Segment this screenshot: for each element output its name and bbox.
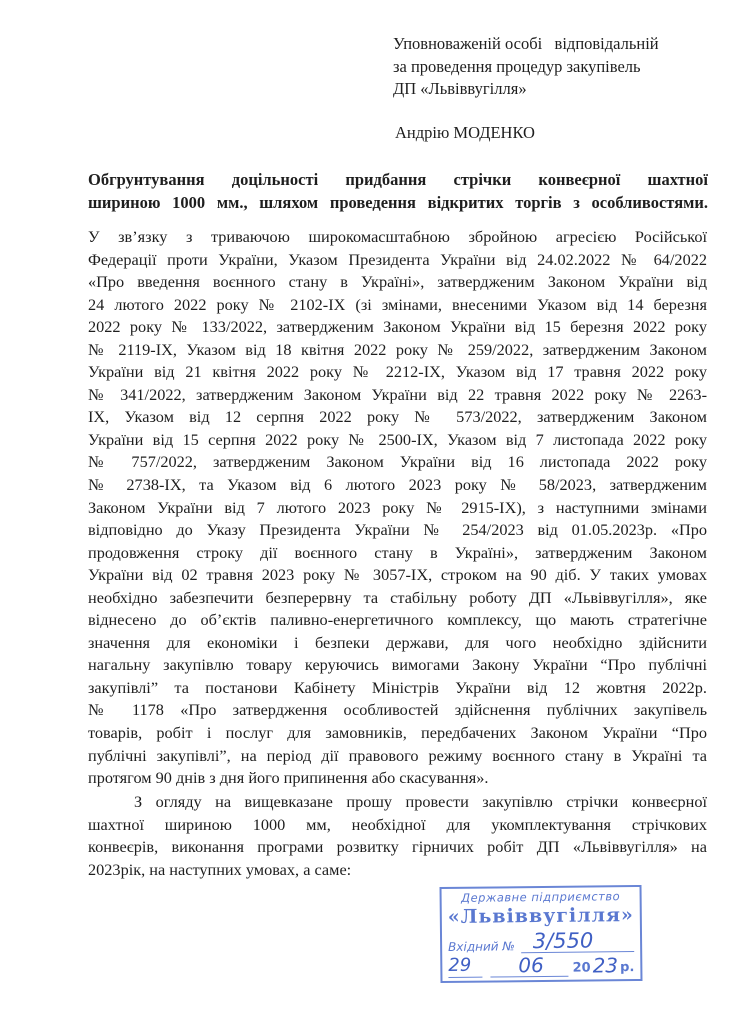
title-line: шириною 1000 мм., шляхом проведення відкритих торгів з особливостями. (88, 193, 708, 212)
document-title (88, 168, 708, 214)
text-line: 2023рік, на наступних умовах, а саме: (88, 859, 352, 879)
stamp-org-name: «Львіввугілля» (447, 904, 634, 928)
text-line: Федерації проти України, Указом Президента України від 24.02.2022 № 64/2022 (88, 249, 707, 269)
paragraph-1 (88, 226, 707, 790)
text-line: конвеєрів, виконання програми розвитку гірничих робіт ДП «Львіввугілля» на (88, 837, 707, 857)
stamp-date-line (490, 954, 568, 978)
addressee-block (393, 33, 659, 144)
addressee-line: ДП «Львіввугілля» (393, 79, 527, 98)
text-line: товарів, робіт і послуг для замовників, передбачених Законом України “Про (88, 723, 707, 743)
stamp-year-prefix: 20 (572, 960, 591, 976)
text-line: 24 лютого 2022 року № 2102-IX (зі змінами, внесеними Указом від 14 березня (88, 294, 707, 314)
addressee-line: за проведення процедур закупівель (393, 56, 641, 76)
incoming-stamp (440, 885, 643, 983)
text-line: № 2738-IX, та Указом від 6 лютого 2023 року № 58/2023, затвердженим (88, 475, 707, 495)
title-line: Обгрунтування доцільності придбання стрічки конвеєрної шахтної (88, 170, 708, 189)
addressee-line: Уповноваженій особі відповідальній (393, 34, 659, 53)
text-line: необхідно забезпечити безперервну та стабільну роботу ДП «Львіввугілля», яке (88, 587, 707, 607)
text-line: шахтної шириною 1000 мм, необхідної для укомплектування стрічкових (88, 814, 707, 834)
stamp-incoming-number: 3/550 (532, 928, 594, 954)
text-line: «Про введення воєнного стану в Україні», затвердженим Законом України від (88, 272, 707, 292)
paragraph-2 (88, 791, 707, 881)
text-line: Законом України від 7 лютого 2023 року № 2915-IX), з наступними змінами (88, 497, 707, 517)
text-line: продовження строку дії воєнного стану в Україні», затвердженим Законом (88, 542, 707, 562)
text-line: IX, Указом від 12 серпня 2022 року № 573/2022, затвердженим Законом (88, 407, 707, 427)
text-line: № 757/2022, затвердженим Законом України від 16 листопада 2022 року (88, 452, 707, 472)
text-line: України від 02 травня 2023 року № 3057-IX, строком на 90 діб. У таких умовах (88, 565, 707, 585)
text-line: закупівлі” та постанови Кабінету Міністрів України від 12 жовтня 2022р. (88, 677, 707, 697)
stamp-year-unit: р. (620, 960, 635, 976)
stamp-month: 06 (518, 952, 544, 978)
stamp-year-suffix: 23 (592, 953, 619, 978)
text-line: У зв’язку з триваючою широкомасштабною збройною агресією Російської (88, 227, 707, 246)
text-line: 2022 року № 133/2022, затвердженим Законом України від 15 березня 2022 року (88, 317, 707, 337)
stamp-number-line (521, 929, 635, 953)
text-line: № 341/2022, затвердженим Законом України від 22 травня 2022 року № 2263- (88, 384, 707, 404)
text-line: протягом 90 днів з дня його припинення або скасування». (88, 768, 489, 788)
text-line: України від 15 серпня 2022 року № 2500-IX, Указом від 7 листопада 2022 року (88, 429, 707, 449)
text-line: публічні закупівлі”, на період дії правового режиму воєнного стану в Україні та (88, 745, 707, 765)
text-line: № 1178 «Про затвердження особливостей здійснення публічних закупівель (88, 700, 707, 720)
stamp-number-row (448, 928, 634, 954)
stamp-date-row (448, 952, 634, 978)
text-line: віднесено до об’єктів паливно-енергетичного комплексу, що мають стратегічне (88, 610, 707, 630)
text-line: значення для економіки і безпеки держави, для чого необхідно здійснити (88, 632, 707, 652)
stamp-incoming-label: Вхідний № (448, 939, 515, 954)
stamp-day-line (448, 955, 482, 978)
text-line: нагальну закупівлю товару керуючись вимогами Закону України “Про публічні (88, 655, 707, 675)
text-line: відповідно до Указу Президента України № 254/2023 від 01.05.2023р. «Про (88, 520, 707, 540)
stamp-day: 29 (448, 954, 472, 976)
addressee-name: Андрію МОДЕНКО (395, 122, 535, 142)
text-line: З огляду на вищевказане прошу провести закупівлю стрічки конвеєрної (134, 792, 707, 811)
stamp-org-type: Державне підприємство (460, 889, 621, 905)
text-line: № 2119-IX, Указом від 18 квітня 2022 року № 259/2022, затвердженим Законом (88, 339, 707, 359)
text-line: України від 21 квітня 2022 року № 2212-IX, Указом від 17 травня 2022 року (88, 362, 707, 382)
